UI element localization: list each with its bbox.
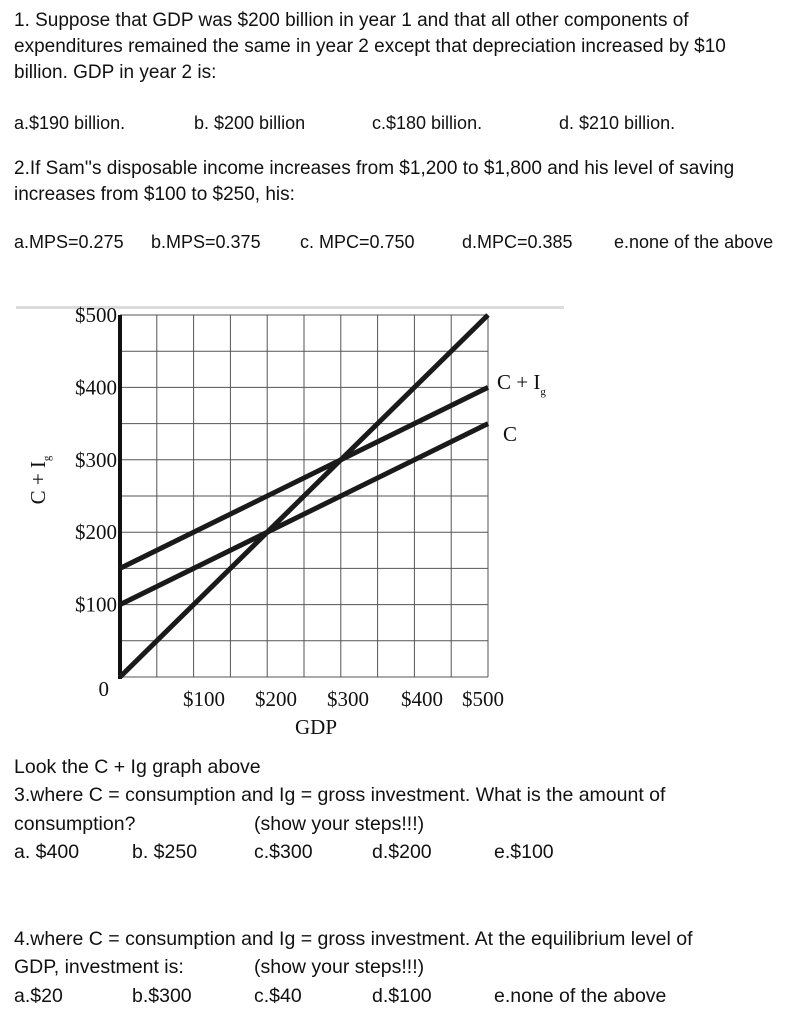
origin-label: 0 [98, 677, 109, 701]
question-3-line-2-text: consumption? [14, 813, 136, 835]
x-axis-label: GDP [294, 715, 338, 739]
x-tick-label: $200 [255, 687, 297, 711]
question-4-steps-note: (show your steps!!!) [254, 956, 425, 978]
x-tick-label: $300 [327, 687, 369, 711]
q1-option-a[interactable]: a.$190 billion. [14, 113, 126, 133]
q2-option-c[interactable]: c. MPC=0.750 [300, 232, 415, 252]
q2-option-a[interactable]: a.MPS=0.275 [14, 232, 124, 252]
q3-option-a[interactable]: a. $400 [14, 841, 80, 863]
q3-option-e[interactable]: e.$100 [494, 841, 554, 863]
q4-option-a[interactable]: a.$20 [14, 985, 63, 1007]
q1-option-d[interactable]: d. $210 billion. [559, 113, 676, 133]
y-tick-label: $500 [75, 303, 117, 327]
x-tick-label: $500 [462, 687, 504, 711]
series-label-c: C [503, 422, 518, 446]
question-4-line-2-text: GDP, investment is: [14, 956, 184, 978]
q4-option-e[interactable]: e.none of the above [494, 985, 667, 1007]
q3-option-b[interactable]: b. $250 [132, 841, 198, 863]
question-3-steps-note: (show your steps!!!) [254, 813, 425, 835]
x-tick-label: $400 [401, 687, 443, 711]
q3-option-d[interactable]: d.$200 [372, 841, 432, 863]
question-2-text: 2.If Sam''s disposable income increases from $1,200 to $1,800 and his level of saving increases from $100 to $250, his: [14, 158, 735, 205]
c-plus-ig-chart [0, 300, 801, 740]
y-axis-label: $C + I_g$ [26, 455, 53, 505]
q1-option-c[interactable]: c.$180 billion. [372, 113, 483, 133]
question-3-line-1: 3.where C = consumption and Ig = gross investment. What is the amount of [14, 784, 666, 806]
question-3-intro: Look the C + Ig graph above [14, 756, 261, 778]
question-1-text: 1. Suppose that GDP was $200 billion in year 1 and that all other components of expenditures remained the same in year 2 except that depreciation increased by $10 billion. GDP in year 2 is: [14, 10, 726, 83]
y-tick-label: $200 [75, 520, 117, 545]
question-4-line-1: 4.where C = consumption and Ig = gross investment. At the equilibrium level of [14, 928, 693, 950]
q4-option-b[interactable]: b.$300 [132, 985, 192, 1007]
y-tick-label: $400 [75, 375, 117, 400]
q3-option-c[interactable]: c.$300 [254, 841, 313, 863]
q4-option-d[interactable]: d.$100 [372, 985, 432, 1007]
q2-option-e[interactable]: e.none of the above [614, 232, 774, 252]
y-tick-label: $300 [75, 447, 117, 472]
y-tick-label: $100 [75, 592, 117, 617]
q2-option-b[interactable]: b.MPS=0.375 [151, 232, 261, 252]
series-label-c-plus-ig: $C + I_g$ [497, 370, 546, 398]
x-tick-label: $100 [183, 687, 225, 711]
q2-option-d[interactable]: d.MPC=0.385 [462, 232, 573, 252]
q4-option-c[interactable]: c.$40 [254, 985, 302, 1007]
q1-option-b[interactable]: b. $200 billion [194, 113, 306, 133]
